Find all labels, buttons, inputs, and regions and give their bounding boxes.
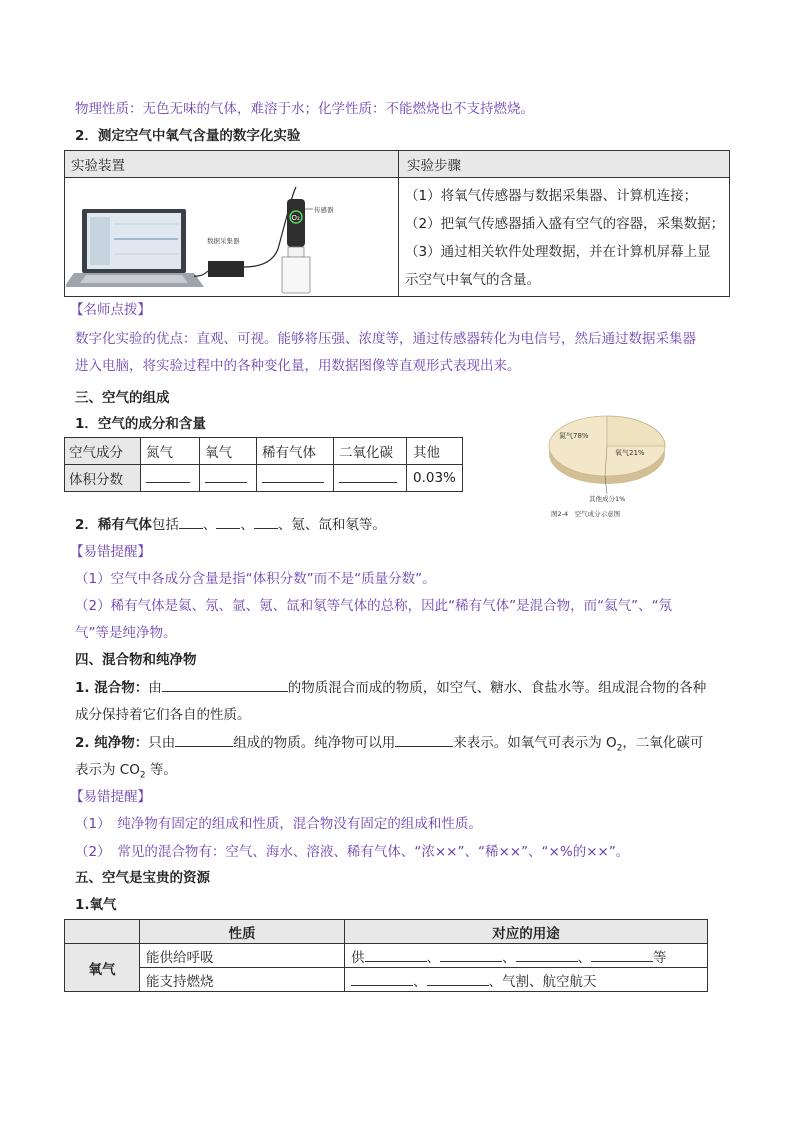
- collector-label: 数据采集器: [207, 237, 240, 245]
- exp-head-steps: 实验步骤: [399, 151, 730, 178]
- blank-use-4[interactable]: [591, 948, 653, 962]
- blank-co2[interactable]: [339, 469, 397, 483]
- blank-rare-1[interactable]: [179, 515, 203, 529]
- tip-error-line: （1）空气中各成分含量是指“体积分数”而不是“质量分数”。: [75, 571, 436, 587]
- o2-prop-breathing: 能供给呼吸: [140, 944, 345, 968]
- blank-o2[interactable]: [205, 469, 247, 483]
- exp-steps-cell: [399, 178, 730, 297]
- comp-other-value: 0.03%: [407, 465, 463, 492]
- sensor-label: 传感器: [314, 206, 334, 214]
- tip-error-line: （2）稀有气体是氦、氖、氩、氪、氙和氡等气体的总称，因此“稀有气体”是混合物，而“氦气”、“氖: [75, 598, 673, 614]
- section-5-title: 五、空气是宝贵的资源: [75, 870, 210, 886]
- exp-apparatus-image: [65, 178, 399, 297]
- physical-chemical-properties: 物理性质：无色无味的气体，难溶于水；化学性质：不能燃烧也不支持燃烧。: [75, 101, 534, 117]
- exp-step: （3）通过相关软件处理数据，并在计算机屏幕上显: [405, 244, 711, 260]
- comp-head-component: 空气成分: [65, 438, 141, 465]
- blank-rare[interactable]: [262, 469, 324, 483]
- exp-step: 示空气中氧气的含量。: [405, 272, 540, 288]
- experiment-table: [64, 150, 730, 297]
- o2-head-use: 对应的用途: [345, 920, 708, 944]
- comp-head-n2: 氮气: [141, 438, 200, 465]
- section-5-1-title: 1.氧气: [75, 897, 117, 913]
- exp-step: （1）将氧气传感器与数据采集器、计算机连接；: [405, 188, 698, 204]
- blank-use-1[interactable]: [365, 948, 427, 962]
- o2-prop-combustion: 能支持燃烧: [140, 968, 345, 992]
- section-2-title: 2．测定空气中氧气含量的数字化实验: [75, 128, 301, 144]
- tip-teacher-line: 数字化实验的优点：直观、可视。能够将压强、浓度等，通过传感器转化为电信号，然后通过数据采集器: [75, 331, 696, 347]
- container-bottle: [282, 257, 310, 293]
- tip-error-line: （1） 纯净物有固定的组成和性质，混合物没有固定的组成和性质。: [75, 816, 482, 832]
- blank-use-2[interactable]: [440, 948, 502, 962]
- pure-line: 2. 纯净物：只由 组成的物质。纯净物可以用 来表示。如氧气可表示为 $O_2$，二氧化碳可: [75, 735, 704, 754]
- exp-head-apparatus: 实验装置: [65, 151, 399, 178]
- pie-label-o2: 氧气21%: [615, 449, 645, 457]
- tip-teacher-line: 进入电脑，将实验过程中的各种变化量，用数据图像等直观形式表现出来。: [75, 358, 521, 374]
- blank-use-3[interactable]: [516, 948, 578, 962]
- section-3-1-title: 1．空气的成分和含量: [75, 416, 206, 432]
- exp-step: （2）把氧气传感器插入盛有空气的容器，采集数据；: [405, 216, 725, 232]
- pie-label-other: 其他成分1%: [589, 495, 626, 503]
- blank-use-6[interactable]: [427, 972, 489, 986]
- comp-label-volume: 体积分数: [65, 465, 141, 492]
- tip-teacher-title: 【名师点拨】: [70, 302, 151, 318]
- svg-text:O₂: O₂: [291, 214, 300, 222]
- blank-mixture[interactable]: [162, 678, 288, 692]
- air-composition-pie: [545, 412, 670, 522]
- blank-use-5[interactable]: [351, 972, 413, 986]
- pie-label-n2: 氮气78%: [559, 432, 589, 440]
- section-3-title: 三、空气的组成: [75, 390, 170, 406]
- tip-error-line: （2） 常见的混合物有：空气、海水、溶液、稀有气体、“浓××”、“稀××”、“×%的××”。: [75, 844, 630, 860]
- composition-table: [64, 437, 463, 492]
- blank-rare-3[interactable]: [254, 515, 278, 529]
- blank-pure-2[interactable]: [395, 733, 453, 747]
- o2-use-breathing: 供 、 、 、 等: [345, 944, 708, 968]
- pie-caption: 图2-4 空气成分示意图: [551, 510, 621, 518]
- pie-slice-o2: [607, 416, 665, 446]
- blank-pure-1[interactable]: [175, 733, 233, 747]
- oxygen-table: [64, 919, 708, 992]
- o2-row-label: 氧气: [65, 944, 140, 992]
- apparatus-illustration: [66, 179, 386, 295]
- o2-head-property: 性质: [140, 920, 345, 944]
- tip-error-title: 【易错提醒】: [70, 544, 151, 560]
- blank-rare-2[interactable]: [216, 515, 240, 529]
- mixture-line: 1. 混合物：由 的物质混合而成的物质，如空气、糖水、食盐水等。组成混合物的各种: [75, 680, 707, 696]
- tip-error-title-2: 【易错提醒】: [70, 789, 151, 805]
- data-collector: [208, 261, 244, 277]
- o2-use-combustion: 、 、气割、航空航天: [345, 968, 708, 992]
- comp-head-other: 其他: [407, 438, 463, 465]
- tip-error-line: 气”等是纯净物。: [75, 625, 177, 641]
- mixture-line-2: 成分保持着它们各自的性质。: [75, 707, 251, 723]
- pure-line-2: 表示为 $CO_2$ 等。: [75, 762, 177, 781]
- comp-head-rare: 稀有气体: [257, 438, 334, 465]
- blank-n2[interactable]: [146, 469, 190, 483]
- comp-head-co2: 二氧化碳: [334, 438, 407, 465]
- rare-gas-line: 2．稀有气体包括 、 、 、氪、氙和氡等。: [75, 517, 386, 533]
- comp-head-o2: 氧气: [200, 438, 257, 465]
- section-4-title: 四、混合物和纯净物: [75, 652, 197, 668]
